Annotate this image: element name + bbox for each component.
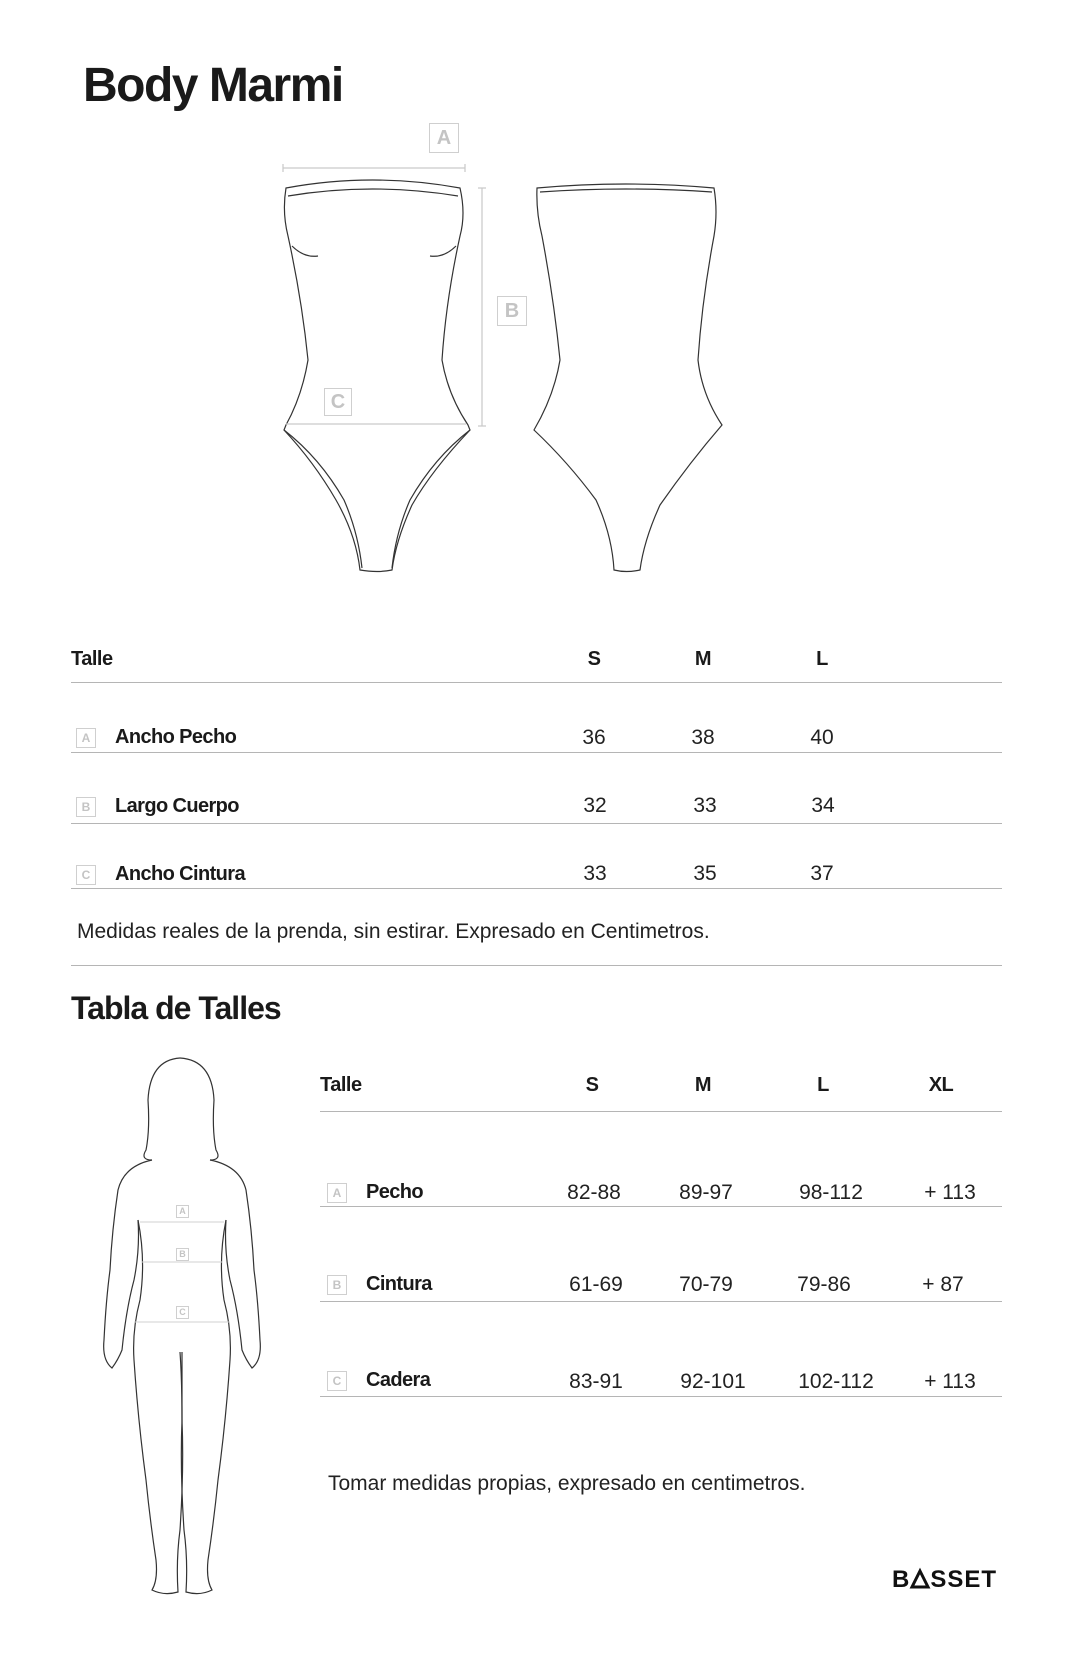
- value-cell: 38: [691, 726, 715, 749]
- value-cell: 92-101: [680, 1370, 746, 1393]
- row-marker-c: C: [76, 865, 96, 885]
- row-marker-b: B: [76, 797, 96, 817]
- row-marker-a: A: [76, 728, 96, 748]
- value-cell: 36: [582, 726, 606, 749]
- value-cell: 33: [693, 794, 717, 817]
- value-cell: 61-69: [569, 1273, 623, 1296]
- row-divider: [320, 1396, 1002, 1397]
- brand-logo-triangle-icon: [911, 1570, 929, 1588]
- value-cell: 98-112: [799, 1181, 863, 1204]
- value-cell: + 113: [924, 1181, 976, 1204]
- table-header-talle: Talle: [320, 1074, 362, 1096]
- value-cell: 89-97: [679, 1181, 733, 1204]
- page-title: Body Marmi: [83, 59, 343, 112]
- value-cell: 82-88: [567, 1181, 621, 1204]
- value-cell: 32: [583, 794, 607, 817]
- row-label-ancho-cintura: Ancho Cintura: [115, 863, 245, 885]
- size-chart-note: Tomar medidas propias, expresado en centimetros.: [328, 1472, 806, 1495]
- header-divider: [320, 1111, 1002, 1112]
- table-header-talle: Talle: [71, 648, 113, 670]
- row-marker-b: B: [327, 1275, 347, 1295]
- row-divider: [320, 1206, 1002, 1207]
- size-header-l: L: [817, 1074, 829, 1096]
- value-cell: 34: [811, 794, 835, 817]
- row-divider: [320, 1301, 1002, 1302]
- row-marker-a: A: [327, 1183, 347, 1203]
- size-header-s: S: [585, 1074, 599, 1096]
- brand-logo: [892, 1566, 997, 1594]
- size-header-s: S: [587, 648, 601, 670]
- row-label-ancho-pecho: Ancho Pecho: [115, 726, 237, 748]
- value-cell: 102-112: [798, 1370, 874, 1393]
- size-header-xl: XL: [928, 1074, 954, 1096]
- row-marker-c: C: [327, 1371, 347, 1391]
- figure-marker-b: B: [176, 1248, 189, 1261]
- row-label-pecho: Pecho: [366, 1181, 424, 1203]
- row-label-largo-cuerpo: Largo Cuerpo: [115, 795, 239, 817]
- row-label-cadera: Cadera: [366, 1369, 431, 1391]
- brand-logo-suffix: SSET: [930, 1566, 997, 1593]
- figure-marker-c: C: [176, 1306, 189, 1319]
- figure-marker-a: A: [176, 1205, 189, 1218]
- value-cell: 70-79: [679, 1273, 733, 1296]
- value-cell: 33: [583, 862, 607, 885]
- value-cell: 40: [810, 726, 834, 749]
- value-cell: 37: [810, 862, 834, 885]
- marker-b-badge: B: [497, 296, 527, 326]
- marker-a-badge: A: [429, 123, 459, 153]
- value-cell: 79-86: [797, 1273, 851, 1296]
- garment-note: Medidas reales de la prenda, sin estirar. Expresado en Centimetros.: [77, 920, 710, 943]
- brand-logo-prefix: B: [891, 1566, 911, 1593]
- size-header-m: M: [694, 1074, 712, 1096]
- value-cell: + 87: [922, 1273, 964, 1296]
- row-label-cintura: Cintura: [366, 1273, 432, 1295]
- size-header-m: M: [694, 648, 712, 670]
- size-header-l: L: [816, 648, 828, 670]
- value-cell: 35: [693, 862, 717, 885]
- marker-c-badge: C: [324, 388, 352, 416]
- value-cell: 83-91: [569, 1370, 623, 1393]
- value-cell: + 113: [924, 1370, 976, 1393]
- section-title: Tabla de Talles: [71, 990, 281, 1026]
